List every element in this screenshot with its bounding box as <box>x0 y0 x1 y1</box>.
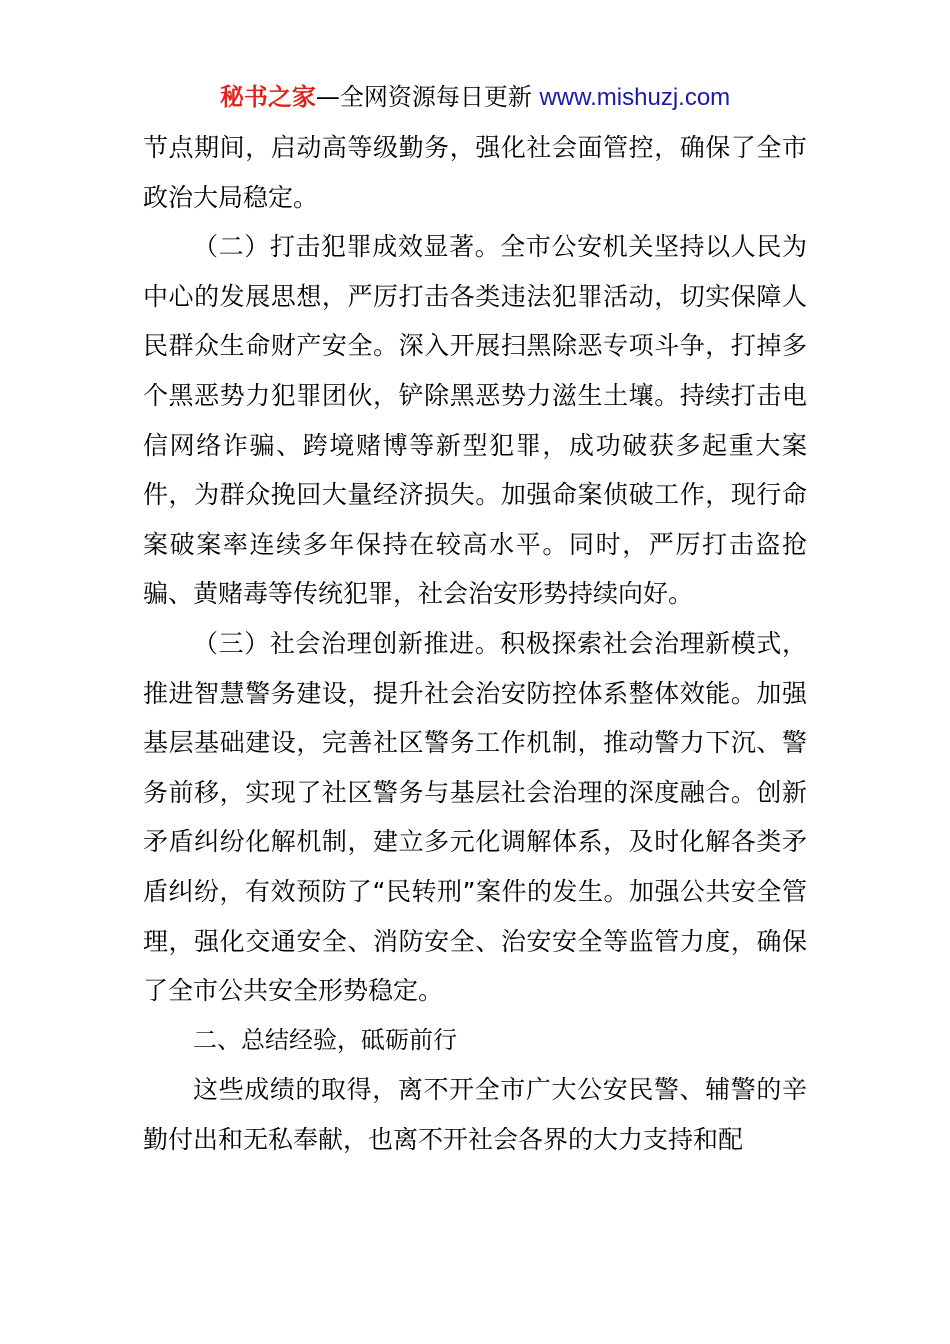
document-body <box>143 123 807 1164</box>
site-brand: 秘书之家 <box>219 83 316 111</box>
paragraph-continuation: 节点期间，启动高等级勤务，强化社会面管控，确保了全市政治大局稳定。 <box>143 133 807 212</box>
site-url-link[interactable]: www.mishuzj.com <box>539 84 731 111</box>
site-slogan: —全网资源每日更新 <box>315 83 532 111</box>
paragraph-social-governance: （三）社会治理创新推进。积极探索社会治理新模式，推进智慧警务建设，提升社会治安防控体系整体效能。加强基层基础建设，完善社区警务工作机制，推动警力下沉、警务前移，实现了社区警务与基层社会治理的深度融合。创新矛盾纠纷化解机制，建立多元化调解体系，及时化解各类矛盾纠纷，有效预防了“民转刑”案件的发生。加强公共安全管理，强化交通安全、消防安全、治安安全等监管力度，确保了全市公共安全形势稳定。 <box>143 628 807 1006</box>
site-header <box>0 80 950 115</box>
section-heading-two: 二、总结经验，砥砺前行 <box>193 1025 457 1054</box>
paragraph-crime-fighting: （二）打击犯罪成效显著。全市公安机关坚持以人民为中心的发展思想，严厉打击各类违法犯罪活动，切实保障人民群众生命财产安全。深入开展扫黑除恶专项斗争，打掉多个黑恶势力犯罪团伙，铲除黑恶势力滋生土壤。持续打击电信网络诈骗、跨境赌博等新型犯罪，成功破获多起重大案件，为群众挽回大量经济损失。加强命案侦破工作，现行命案破案率连续多年保持在较高水平。同时，严厉打击盗抢骗、黄赌毒等传统犯罪，社会治安形势持续向好。 <box>143 232 807 609</box>
paragraph-summary: 这些成绩的取得，离不开全市广大公安民警、辅警的辛勤付出和无私奉献，也离不开社会各界的大力支持和配 <box>143 1075 807 1154</box>
